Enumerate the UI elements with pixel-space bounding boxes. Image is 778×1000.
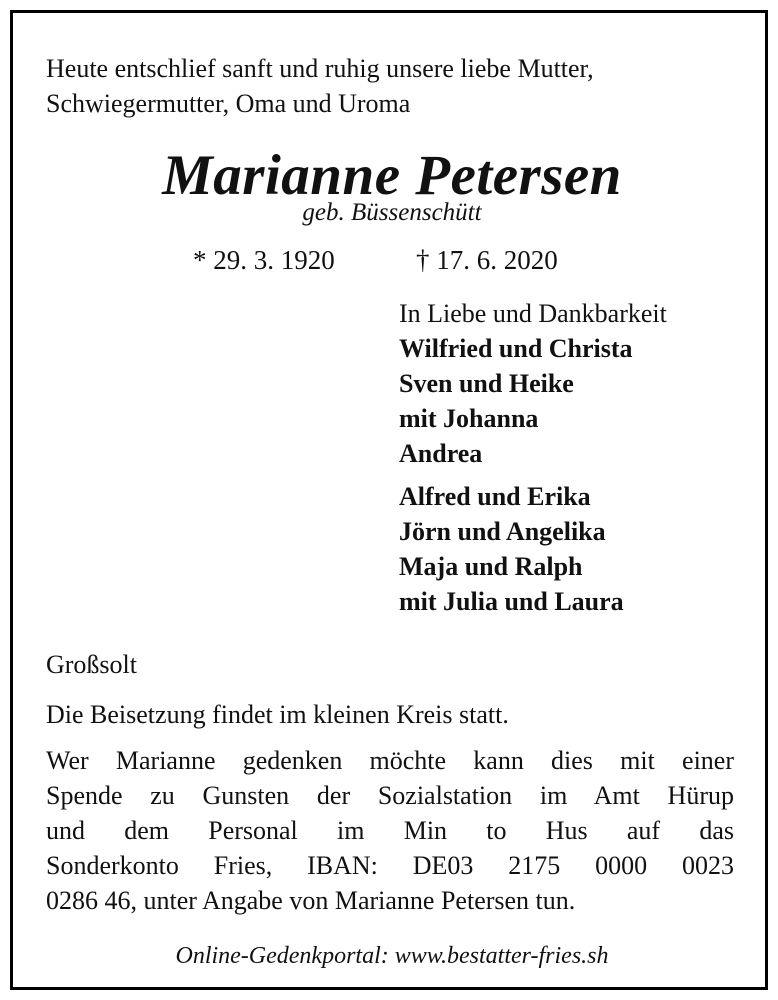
intro-line: Heute entschlief sanft und ruhig unsere liebe Mutter, — [46, 54, 594, 83]
mourner-entry: mit Johanna — [399, 404, 539, 433]
donation-line: Sonderkonto Fries, IBAN: DE03 2175 0000 0023 — [46, 851, 734, 880]
place-name: Großsolt — [46, 650, 137, 679]
mourner-entry: Alfred und Erika — [399, 482, 591, 511]
mourner-entry: Jörn und Angelika — [399, 517, 606, 546]
ceremony-note: Die Beisetzung findet im kleinen Kreis statt. — [46, 700, 509, 729]
donation-line: Wer Marianne gedenken möchte kann dies mit einer — [46, 746, 734, 775]
mourners-lead: In Liebe und Dankbarkeit — [399, 299, 667, 328]
online-memorial-portal: Online-Gedenkportal: www.bestatter-fries.sh — [175, 943, 609, 969]
deceased-name: Marianne Petersen — [162, 144, 622, 207]
maiden-name: geb. Büssenschütt — [302, 199, 482, 226]
mourner-entry: mit Julia und Laura — [399, 587, 624, 616]
obituary-notice — [10, 10, 768, 990]
intro-text — [46, 51, 746, 121]
mourners-list — [399, 296, 759, 619]
donation-note — [46, 743, 734, 918]
death-date: † 17. 6. 2020 — [416, 245, 558, 275]
intro-line: Schwiegermutter, Oma und Uroma — [46, 89, 411, 118]
mourner-entry: Andrea — [399, 439, 483, 468]
birth-date: * 29. 3. 1920 — [193, 245, 335, 275]
donation-line: und dem Personal im Min to Hus auf das — [46, 816, 734, 845]
mourner-entry: Sven und Heike — [399, 369, 574, 398]
mourner-entry: Wilfried und Christa — [399, 334, 633, 363]
donation-line: Spende zu Gunsten der Sozialstation im Amt Hürup — [46, 781, 734, 810]
mourner-entry: Maja und Ralph — [399, 552, 583, 581]
group-spacer — [399, 471, 759, 479]
donation-line: 0286 46, unter Angabe von Marianne Petersen tun. — [46, 886, 576, 915]
